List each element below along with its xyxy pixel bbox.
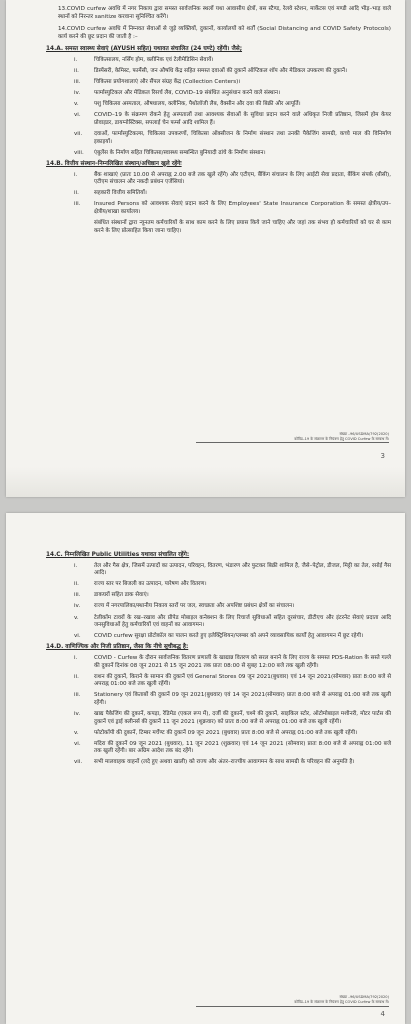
footer-reference: संख्या –96/USDMA/792(2020): [339, 432, 389, 436]
section-heading-14d: 14.D. वाणिज्यिक और निजी प्रतिष्ठान, जैसा कि नीचे सूचीबद्ध है:: [46, 644, 189, 651]
list-item: [58, 90, 391, 98]
list-item-number: ii.: [74, 190, 79, 197]
list-item-number: ii.: [74, 68, 79, 75]
list-item: [58, 615, 391, 630]
list-item-text: फार्मास्युटिकल और मेडिकल रिसर्च लैब, COVID–19 संबंधित अनुसंधान करने वाले संस्थान।: [94, 90, 281, 97]
list-item-text: टेलीकॉम टावरों के रख–रखाव और प्रीपेड मोबाइल कनेक्शन के लिए रिचार्ज सुविधाओं सहित दूरसंचार, डीटीएच और इंटरनेट सेवाएं प्रदाता आदि जनसुविधाओं हेतु कर्मचारियों एवं वाहनों का आवागमन।: [94, 614, 391, 629]
list-item: [58, 603, 391, 611]
list-item-text: COVID–19 के संक्रमण रोकने हेतु अस्पतालों तथा आवश्यक सेवाओं के सुविधा प्रदान करने वाले अधिकृत निजी प्रतिष्ठान, जिसमें होम केयर प्रोवाइडर, डायग्नोस्टिक्स, सपलाई चेन फर्म्स आदि शामिल हैं।: [94, 112, 391, 127]
footer-reference: संख्या –96/USDMA/792(2020): [339, 995, 389, 999]
list-14a: [58, 57, 391, 157]
list-item: [58, 131, 391, 146]
list-item-number: vii.: [74, 759, 83, 766]
list-item-number: i.: [74, 56, 78, 63]
list-item-number: vi.: [74, 633, 81, 640]
list-item: [58, 190, 391, 198]
list-item-number: ii.: [74, 673, 79, 680]
list-item-number: iv.: [74, 603, 81, 610]
list-item: [58, 674, 391, 689]
list-item-number: vi.: [74, 740, 81, 747]
list-item-text: डाकघरों सहित डाक सेवाएं।: [94, 592, 149, 599]
list-item-text: डिस्पेंसरी, केमिस्ट, फार्मेसी, जन औषधि केंद्र सहित समस्त दवाओं की दुकानें ऑप्टिकल शॉप और मेडिकल उपकरण की दुकानें।: [94, 68, 348, 75]
list-item-text: Insured Persons को आवश्यक सेवाएं प्रदान करने के लिए Employees' State Insurance Corporation के समस्त क्षेत्रीय/उप–क्षेत्रीय/शाखा कार्यालय।: [94, 201, 391, 215]
list-item-text: बैंक शाखाएं (प्रातः 10.00 से अपराह्न 2.00 बजे तक खुले रहेंगे) और एटीएम, बैंकिंग संचालन के लिए आईटी सेवा प्रदाता, बैंकिंग संपर्क (बीसी), एटीएम संचालन और नकदी प्रबंधन एजेंसियां।: [94, 171, 391, 186]
footer-rule: [196, 442, 389, 443]
list-item-number: v.: [74, 614, 79, 621]
list-item-text: पशु चिकित्सा अस्पताल, औषधालय, क्लीनिक, पैथोलॉजी लैब, वैक्सीन और दवा की बिक्री और आपूर्ति।: [94, 101, 301, 108]
paragraph-14: 14.COVID curfew अवधि में निम्नवत सेवाओं से जुड़े व्यक्तियों, दुकानों, कार्यालयों को शर्तों (Social Distancing and COVID Safety Protocols) कार्य करने की छूट प्रदान की जाती है :–: [58, 26, 391, 40]
list-item: [58, 592, 391, 600]
list-item: [58, 201, 391, 216]
list-item: [58, 730, 391, 738]
footer-subject: कोविड–19 के संक्रमण के नियंत्रण हेतु COVID Curfew के सम्बन्ध में।: [294, 1000, 389, 1004]
list-item-number: ii.: [74, 581, 79, 588]
list-item-text: फोटोकॉपी की दुकानें, टिम्बर मर्चेण्ट की दुकानें 09 जून 2021 (बुधवार) प्रातः 8:00 बजे से अपराह्न 01:00 बजे तक खुली रहेंगी।: [94, 729, 358, 736]
list-item-text: सहकारी वित्तीय समितियाँ।: [94, 190, 147, 197]
list-14c: [58, 563, 391, 641]
section-heading-14b: 14.B. वित्तीय संस्थान–निम्नलिखित संस्थान/अधिष्ठान खुले रहेंगेः: [46, 160, 182, 167]
list-item: [58, 101, 391, 109]
list-item-number: iii.: [74, 692, 81, 699]
footer-subject: कोविड–19 के संक्रमण के नियंत्रण हेतु COVID Curfew के सम्बन्ध में।: [294, 437, 389, 441]
list-item: [58, 563, 391, 578]
list-item-number: iv.: [74, 711, 81, 717]
paragraph-13: 13.COVID curfew अवधि में नगर निकाय द्वारा समस्त सार्वजनिक स्थलों यथा आवासीय क्षेत्रों, बस स्टैण्ड, रेलवे स्टेशन, मार्केटस एवं मण्डी आदि भीड़–भाड़ वाले स्थानों को निरन्तर sanitize करवाना सुनिश्चित करेंगे।: [58, 6, 391, 20]
list-item-text: चिकित्सा प्रयोगशालाएं और सैंपल संग्रह केंद्र (Collection Centers)।: [94, 79, 241, 86]
list-item-text: राज्य में नगरपालिका/स्थानीय निकाय स्तरों पर जल, स्वच्छता और अपशिष्ट प्रबंधन क्षेत्रों का संचालन।: [94, 603, 295, 610]
footer-rule: [196, 1006, 389, 1007]
page-content: [46, 549, 391, 771]
section-heading-14c: 14.C. निम्नलिखित Public Utilities यथावत संचालित रहेंगे:: [46, 552, 190, 558]
list-item-number: i.: [74, 654, 78, 661]
list-item-text: चिकित्सालय, नर्सिंग होम, क्लीनिक एवं टेलीमेडिसिन सेवायें।: [94, 56, 214, 63]
list-item-text: एंबुलेंस के निर्माण सहित चिकित्सा/स्वास्थ्य सम्बन्धित बुनियादी ढांचे के निर्माण संस्थान।: [94, 149, 266, 156]
list-item: [58, 711, 391, 726]
page-content: [46, 6, 391, 239]
list-item-text: राशन की दुकानें, किराने के सामान की दुकानें एवं General Stores 09 जून 2021(बुधवार) एवं 14 जून 2021(सोमवार) प्रातः 8:00 बजे से अपराह्न 01:00 बजे तक खुली रहेंगी।: [94, 673, 391, 688]
document-page-3: [6, 0, 405, 497]
list-item: [58, 655, 391, 670]
list-item: [58, 79, 391, 87]
page-number: 3: [380, 452, 385, 460]
list-item-text: दवाओं, फार्मास्युटिकल्स, चिकित्सा उपकरणों, चिकित्सा ऑक्सीजन के निर्माण संस्थान तथा उनकी पैकेजिंग सामग्री, कच्चे माल की विनिर्माण इकाइयाँ।: [94, 131, 391, 145]
document-page-4: [6, 513, 405, 1024]
list-item-text: तेल और गैस क्षेत्र, जिसमें उत्पादों का उत्पादन, परिवहन, वितरण, भंडारण और फुटकर बिक्री शामिल है, जैसे–पेट्रोल, डीजल, मिट्टी का तेल, रसोई गैस आदि।: [94, 562, 391, 577]
list-item-text: राज्य स्तर पर बिजली का उत्पादन, पारेषण और वितरण।: [94, 581, 207, 588]
list-item: [58, 112, 391, 127]
list-item-number: viii.: [74, 149, 84, 156]
list-item-number: iii.: [74, 79, 81, 86]
list-item-number: vii.: [74, 131, 83, 138]
list-item: [58, 692, 391, 707]
list-item-text: सभी मालवाहक वाहनों (लदे हुए अथवा खाली) को राज्य और अंतर–राज्यीय आवागमन के साथ सामग्री के परिवहन की अनुमति है।: [94, 759, 355, 766]
list-item-number: v.: [74, 729, 79, 736]
list-item-text: COVID - Curfew के दौरान सार्वजनिक वितरण प्रणाली के खाद्यान्न वितरण को सरल बनाने के लिए राज्य के समस्त PDS-Ration के सस्ते गल्ले की दुकानें दिनांक 08 जून 2021 से 15 जून 2021 तक प्रातः 08:00 से सुबह 12:00 बजे तक खुली रहेंगी।: [94, 654, 391, 669]
list-14b: [58, 172, 391, 217]
list-item-number: v.: [74, 101, 79, 108]
note-14b: संबंधित संस्थानों द्वारा न्यूनतम कर्मचारियों के साथ काम करने के लिए प्रयास किये जाने चाहिए और जहां तक संभव हो कर्मचारियों को घर से काम करने के लिए प्रोत्साहित किया जाना चाहिए।: [94, 219, 391, 234]
list-item: [58, 68, 391, 76]
page-footer: [294, 995, 389, 1005]
list-item-number: i.: [74, 562, 78, 569]
list-item: [58, 150, 391, 158]
list-item: [58, 759, 391, 767]
list-item: [58, 581, 391, 589]
list-item-number: vi.: [74, 112, 81, 119]
list-item: [58, 172, 391, 187]
list-item-text: खाद्य पैकेजिंग की दुकानें, कपड़ा, रेडिमेड (एकल रूप में), दर्जी की दुकानें, चश्मे की दुकानें, साइकिल स्टोर, ऑटोमोबाइल मशीनरी, मोटर पार्टस की दुकानें एवं ड्राई क्लीनर्स की दुकानें 11 जून 2021 (शुक्रवार) को प्रातः 8:00 बजे से अपराह्न 01:00 बजे तक खुली रहेंगी।: [94, 711, 391, 725]
page-edge-shadow: [6, 467, 405, 497]
list-item-text: Stationery एवं किताबों की दुकानें 09 जून 2021(बुधवार) एवं 14 जून 2021(सोमवार) प्रातः 8:00 बजे से अपराह्न 01:00 बजे तक खुली रहेंगी।: [94, 692, 391, 706]
section-heading-14a: 14.A. समस्त स्वास्थ्य सेवाएं (AYUSH सहित) यथावत संचालित (24 घण्टे) रहेंगी। जैसे;: [46, 46, 243, 53]
list-item-number: iii.: [74, 201, 81, 208]
list-item-text: COVID curfew सुरक्षा प्रोटोकॉल का पालन करते हुए इलेक्ट्रिशियन/प्लम्बर को अपने व्यावसायिक कार्यों हेतु आवागमन में छूट रहेगी।: [94, 633, 364, 640]
list-item-number: iii.: [74, 592, 81, 599]
list-item: [58, 57, 391, 65]
list-item-number: iv.: [74, 90, 81, 97]
list-14d: [58, 655, 391, 767]
page-number: 4: [380, 1010, 385, 1018]
list-item: [58, 741, 391, 756]
list-item-number: i.: [74, 171, 78, 178]
page-footer: [294, 432, 389, 442]
list-item: [58, 633, 391, 641]
list-item-text: मदिरा की दुकानें 09 जून 2021 (बुधवार), 11 जून 2021 (शुक्रवार) एवं 14 जून 2021 (सोमवार) प्रातः 8:00 बजे से अपराह्न 01:00 बजे तक खुली रहेंगी। बार अग्रिम आदेश तक बंद रहेंगे।: [94, 740, 391, 755]
